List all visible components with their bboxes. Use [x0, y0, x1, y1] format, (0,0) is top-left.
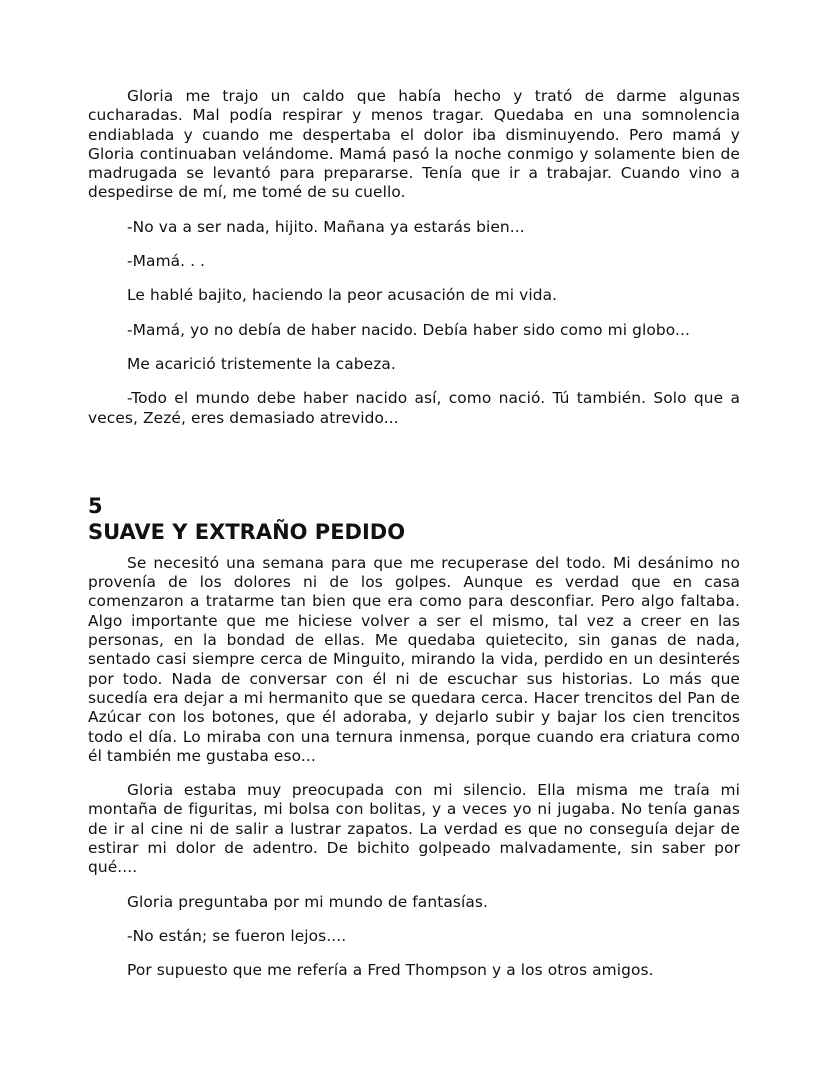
paragraph: Gloria me trajo un caldo que había hecho y trató de darme algunas cucharadas. Mal podía respirar y menos tragar. Quedaba en una somnolencia endiablada y cuando me despertaba el dolor iba disminuyendo. Pero mamá y Gloria continuaban velándome. Mamá pasó la noche conmigo y solamente bien de madrugada se levantó para prepararse. Tenía que ir a trabajar. Cuando vino a despedirse de mí, me tomé de su cuello. — [88, 87, 740, 202]
chapter-title: SUAVE Y EXTRAÑO PEDIDO — [88, 519, 406, 544]
dialogue-line: -No están; se fueron lejos.... — [127, 926, 347, 945]
document-page — [88, 87, 740, 996]
paragraph: Gloria preguntaba por mi mundo de fantasías. — [127, 892, 488, 911]
paragraph: Me acarició tristemente la cabeza. — [127, 354, 396, 373]
paragraph: Gloria estaba muy preocupada con mi silencio. Ella misma me traía mi montaña de figuritas, mi bolsa con bolitas, y a veces yo ni jugaba. No tenía ganas de ir al cine ni de salir a lustrar zapatos. La verdad es que no conseguía dejar de estirar mi dolor de adentro. De bichito golpeado malvadamente, sin saber por qué.... — [88, 781, 740, 877]
paragraph: Por supuesto que me refería a Fred Thompson y a los otros amigos. — [127, 961, 654, 980]
paragraph: Le hablé bajito, haciendo la peor acusación de mi vida. — [127, 286, 558, 305]
dialogue-line: -No va a ser nada, hijito. Mañana ya estarás bien... — [127, 217, 525, 236]
dialogue-line: -Mamá. . . — [127, 252, 206, 271]
paragraph: Se necesitó una semana para que me recuperase del todo. Mi desánimo no provenía de los dolores ni de los golpes. Aunque es verdad que en casa comenzaron a tratarme tan bien que era como para desconfiar. Pero algo faltaba. Algo importante que me hiciese volver a ser el mismo, tal vez a creer en las personas, en la bondad de ellas. Me quedaba quietecito, sin ganas de nada, sentado casi siempre cerca de Minguito, mirando la vida, perdido en un desinterés por todo. Nada de conversar con él ni de escuchar sus historias. Lo más que sucedía era dejar a mi hermanito que se quedara cerca. Hacer trencitos del Pan de Azúcar con los botones, que él adoraba, y dejarlo subir y bajar los cien trencitos todo el día. Lo miraba con una ternura inmensa, porque cuando era criatura como él también me gustaba eso... — [88, 553, 740, 765]
chapter-heading — [88, 493, 740, 545]
dialogue-line: -Mamá, yo no debía de haber nacido. Debía haber sido como mi globo... — [127, 320, 690, 339]
dialogue-line: -Todo el mundo debe haber nacido así, como nació. Tú también. Solo que a veces, Zezé, eres demasiado atrevido... — [88, 389, 740, 427]
chapter-number: 5 — [88, 493, 103, 518]
